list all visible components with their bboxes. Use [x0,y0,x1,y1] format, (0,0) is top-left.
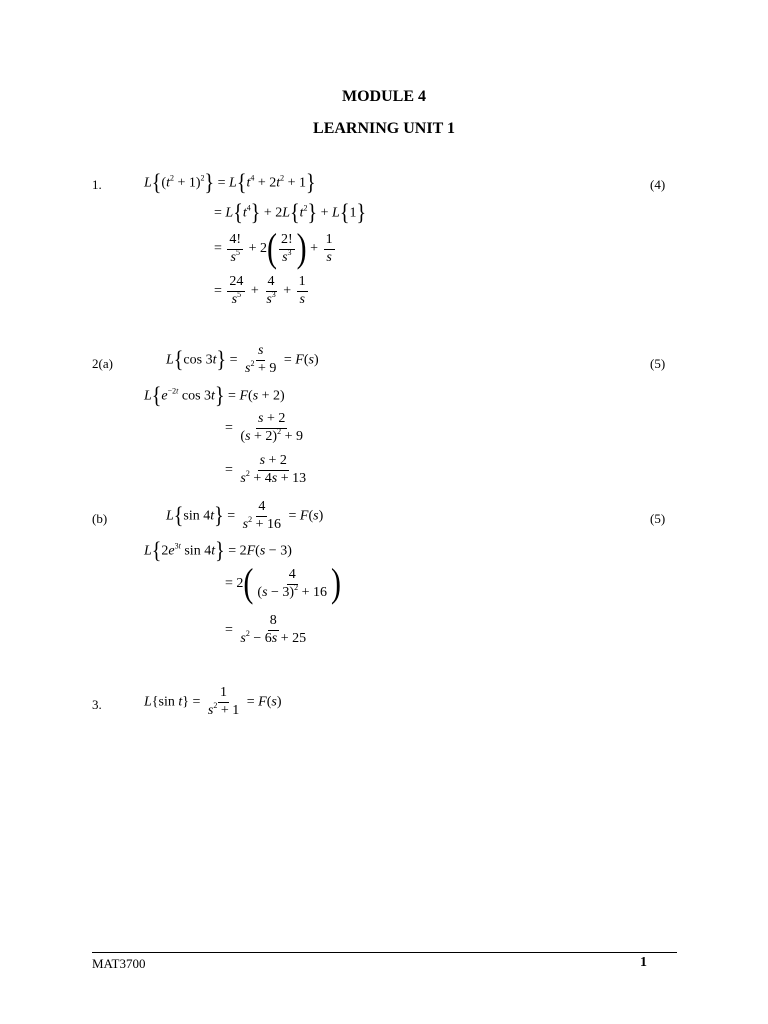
q2a-line-1: L{cos 3t} = $\frac{s}{s^2 + 9}$ = F(s) [166,343,319,376]
q1-line-2: = $L\{t^4\} + 2L\{t^2\} + L\{1\}$ [214,200,367,226]
question-2b-marks: (5) [650,511,666,526]
q2b-line-3: = 2( $\frac{4}{(s - 3)^2 + 16}$ ) [225,561,341,606]
question-3-number: 3. [92,697,102,712]
q2b-line-1: L{sin 4t} = $\frac{4}{s^2 + 16}$ = F(s) [166,499,324,532]
learning-unit-title: LEARNING UNIT 1 [313,120,455,137]
q2b-line-4: = $\frac{8}{s^2 - 6s + 25}$ [225,613,307,646]
footer-course-code: MAT3700 [92,956,146,971]
q3-line-1: L{sin t} = $\frac{1}{s^2 + 1}$ = F(s) [144,685,282,718]
q1-line-3: = $\frac{4!}{s^5}$ + 2( $\frac{2!}{s^3}$ ) + $\frac{1}{s}$ [214,226,333,271]
question-2a-number: 2(a) [92,356,113,371]
q2b-line-2: $L\{2e^{3t}$ sin 4t} = 2F(s − 3) [144,538,292,564]
footer-rule [92,952,677,953]
question-1-number: 1. [92,177,102,192]
q2a-line-4: = $\frac{s + 2}{s^2 + 4s + 13}$ [225,453,307,486]
question-2b-number: (b) [92,511,108,526]
module-title: MODULE 4 [342,88,426,105]
q1-line-4: = $\frac{24}{s^5}$ + $\frac{4}{s^3}$ + $\frac{1}{s}$ [214,274,306,307]
question-2a-marks: (5) [650,356,666,371]
footer-page-number: 1 [640,955,647,970]
q1-line-1: $L\{(t^2 + 1)^2\} = L\{t^4 + 2t^2 + 1\}$ [144,170,316,196]
q2a-line-3: = $\frac{s + 2}{(s + 2)^2 + 9}$ [225,411,303,444]
question-1-marks: (4) [650,177,666,192]
q2a-line-2: $L\{e^{-2t}$ cos 3t} = F(s + 2) [144,383,285,409]
